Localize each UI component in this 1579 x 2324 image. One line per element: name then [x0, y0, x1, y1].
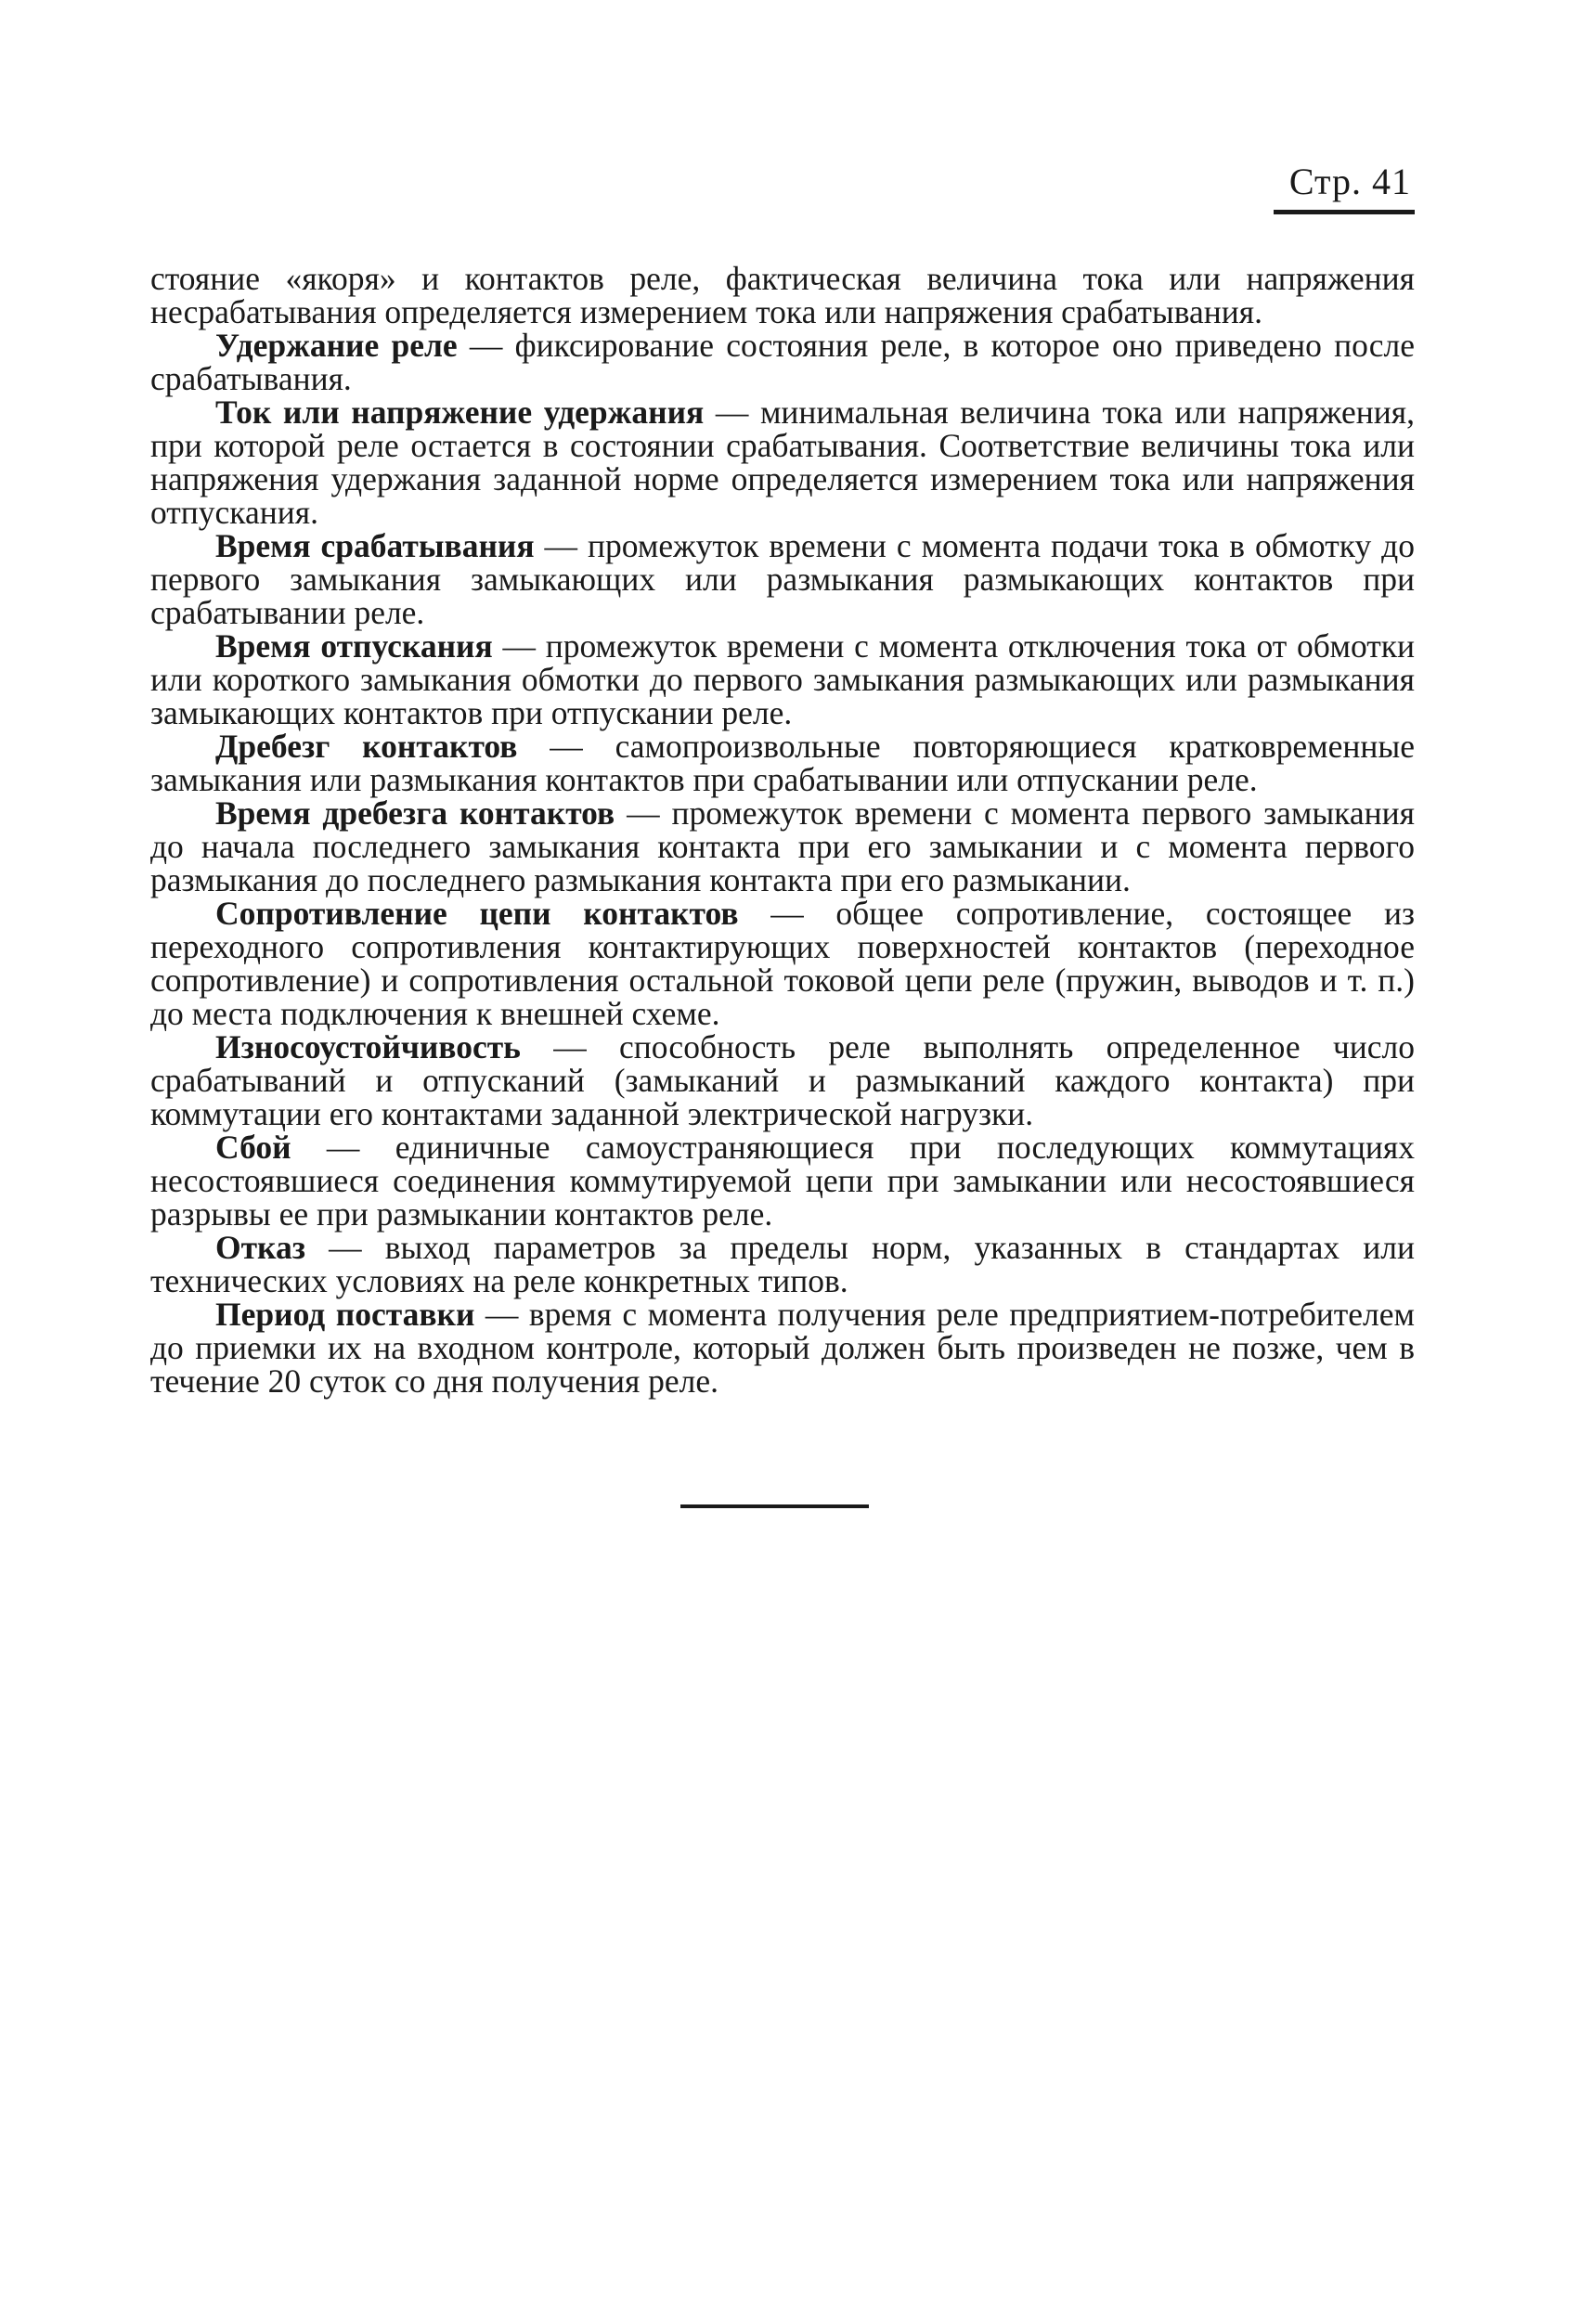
body-text: [150, 262, 1415, 1398]
definition-paragraph: [150, 629, 1415, 729]
definition-text: — промежуток времени с момента подачи тока в обмотку до первого замыкания замыкающих или размыкания размыкающих контактов при срабатывании реле.: [150, 527, 1415, 631]
definition-term: Удержание реле: [215, 327, 458, 364]
definition-paragraph: [150, 796, 1415, 897]
page-number: Стр. 41: [1288, 161, 1411, 202]
end-of-section-rule: [680, 1504, 869, 1508]
definition-text: — самопроизвольные повторяющиеся кратковременные замыкания или размыкания контактов при срабатывании или отпускании реле.: [150, 728, 1415, 798]
definition-paragraph: [150, 329, 1415, 395]
definition-paragraph: [150, 395, 1415, 529]
definition-term: Отказ: [215, 1229, 305, 1266]
definition-paragraph: [150, 529, 1415, 629]
definition-paragraph: [150, 1298, 1415, 1398]
definition-paragraph: [150, 1030, 1415, 1130]
definition-term: Сопротивление цепи контактов: [215, 895, 739, 932]
definition-paragraph: [150, 897, 1415, 1030]
definition-text: — промежуток времени с момента отключения тока от обмотки или короткого замыкания обмотки до первого замыкания размыкающих или размыкания замыкающих контактов при отпускании реле.: [150, 627, 1415, 731]
definition-text: — фиксирование состояния реле, в которое оно приведено после срабатывания.: [150, 327, 1415, 397]
continuation-paragraph: стояние «якоря» и контактов реле, фактическая величина тока или напряжения несрабатывания определяется измерением тока или напряжения срабатывания.: [150, 260, 1415, 330]
definition-term: Время отпускания: [215, 627, 493, 665]
definition-term: Износоустойчивость: [215, 1028, 521, 1065]
definition-term: Ток или напряжение удержания: [215, 394, 705, 431]
definition-text: — общее сопротивление, состоящее из переходного сопротивления контактирующих поверхностей контактов (переходное сопротивление) и сопротивления остальной токовой цепи реле (пружин, выводов и т. п.) до места подключения к внешней схеме.: [150, 895, 1415, 1032]
definition-text: — выход параметров за пределы норм, указанных в стандартах или технических условиях на реле конкретных типов.: [150, 1229, 1415, 1299]
definition-text: — промежуток времени с момента первого замыкания до начала последнего замыкания контакта при его замыкании и с момента первого размыкания до последнего размыкания контакта при его размыкании.: [150, 794, 1415, 898]
definition-paragraph: [150, 729, 1415, 796]
definition-term: Сбой: [215, 1129, 291, 1166]
definition-term: Время дребезга контактов: [215, 794, 615, 832]
definition-text: — время с момента получения реле предприятием-потребителем до приемки их на входном контроле, который должен быть произведен не позже, чем в течение 20 суток со дня получения реле.: [150, 1296, 1415, 1400]
definition-text: — способность реле выполнять определенное число срабатываний и отпусканий (замыканий и размыканий каждого контакта) при коммутации его контактами заданной электрической нагрузки.: [150, 1028, 1415, 1132]
page-number-underline: [1274, 210, 1415, 214]
definition-term: Дребезг контактов: [215, 728, 518, 765]
definition-text: — минимальная величина тока или напряжения, при которой реле остается в состоянии срабатывания. Соответствие величины тока или напряжения удержания заданной норме определяется измерением тока или напряжения отпускания.: [150, 394, 1415, 531]
definition-term: Время срабатывания: [215, 527, 535, 564]
definition-paragraph: [150, 1130, 1415, 1231]
definition-term: Период поставки: [215, 1296, 475, 1333]
definition-text: — единичные самоустраняющиеся при последующих коммутациях несостоявшиеся соединения коммутируемой цепи при замыкании или несостоявшиеся разрывы ее при размыкании контактов реле.: [150, 1129, 1415, 1233]
definition-paragraph: [150, 1231, 1415, 1298]
